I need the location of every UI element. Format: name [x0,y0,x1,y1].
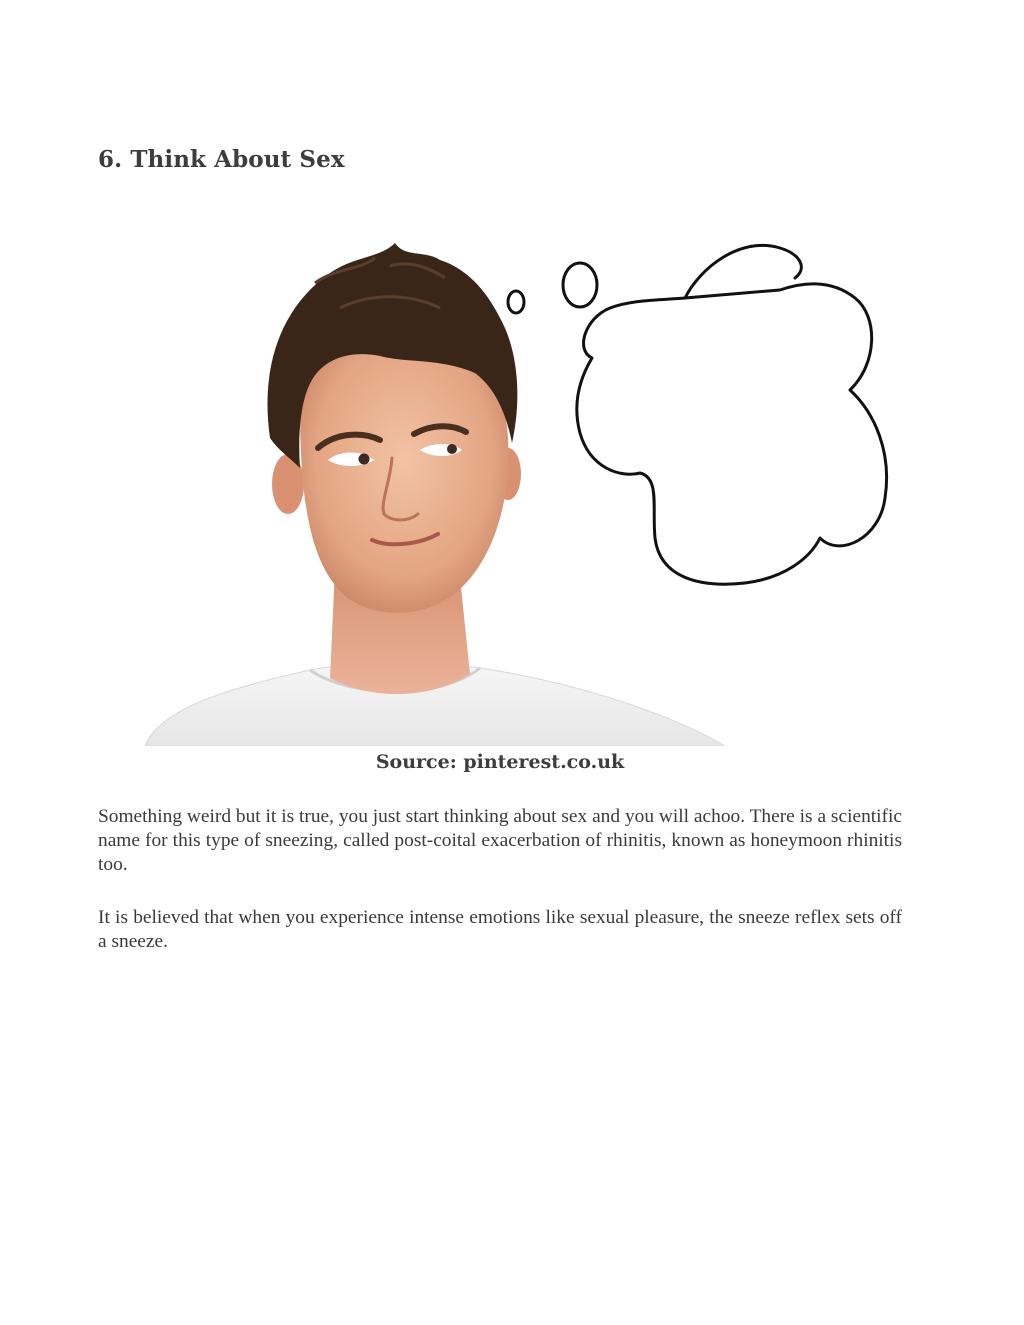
thought-cloud [577,245,887,584]
thought-bubble-small [508,291,524,313]
paragraph-1: Something weird but it is true, you just start thinking about sex and you will achoo. There is a scientific name for this type of sneezing, called post-coital exacerbation of rhinitis, known as honeymoon rhinitis too. [98,806,902,875]
image-caption: Source: pinterest.co.uk [375,751,625,773]
thought-bubble-medium [563,263,597,307]
section-heading: 6. Think About Sex [98,146,345,173]
paragraph-2: It is believed that when you experience intense emotions like sexual pleasure, the sneeze reflex sets off a sneeze. [98,907,902,952]
illustration-man-thinking [140,238,900,746]
face [300,336,508,613]
figure-svg [140,238,900,746]
